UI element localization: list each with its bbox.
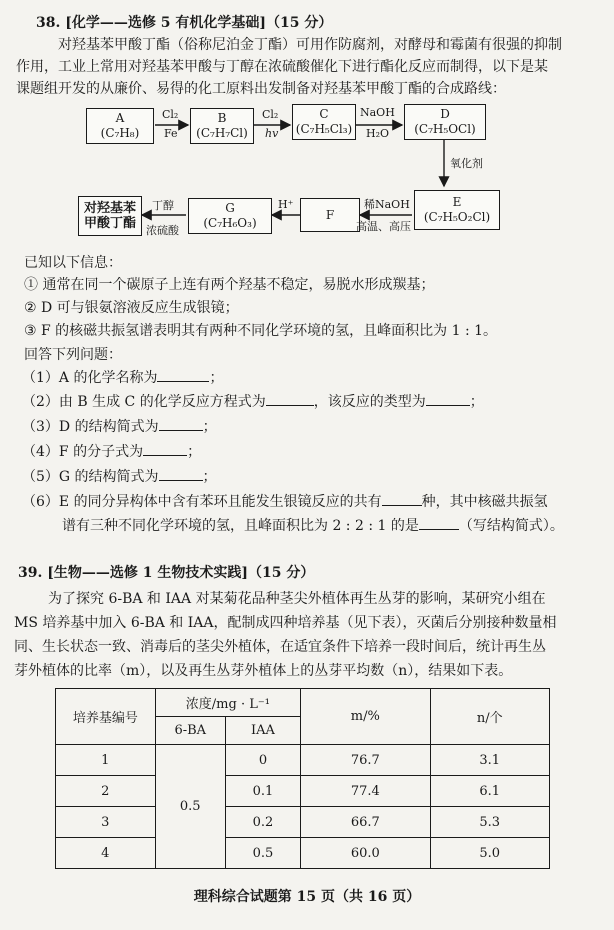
compound-c-formula: (C₇H₅Cl₃) <box>295 122 353 136</box>
cell-6ba: 0.5 <box>155 745 225 869</box>
question-3-end: ； <box>202 419 217 435</box>
question-1-end: ； <box>209 370 224 386</box>
question-2-text-b: ，该反应的类型为 <box>313 394 426 410</box>
compound-b-name: B <box>217 111 227 125</box>
bc-condition: hv <box>265 127 279 140</box>
compound-c-box <box>292 104 356 140</box>
answer-blank-6b[interactable] <box>419 529 459 530</box>
question-6-cont <box>62 515 564 535</box>
answer-blank-2b[interactable] <box>426 405 470 406</box>
cell-m: 60.0 <box>301 838 430 869</box>
compound-c-name: C <box>319 107 329 121</box>
compound-d-box <box>404 104 486 140</box>
compound-d-formula: (C₇H₅OCl) <box>414 122 476 136</box>
cd-solvent: H₂O <box>366 127 390 140</box>
header-iaa: IAA <box>225 717 300 745</box>
q39-line3: 同、生长状态一致、消毒后的茎尖外植体，在适宜条件下培养一段时间后，统计再生丛 <box>14 639 546 655</box>
answer-blank-5[interactable] <box>159 480 203 481</box>
question-5-text: （5）G 的结构简式为 <box>22 469 159 485</box>
compound-e-name: E <box>452 195 462 209</box>
question-2-end: ； <box>469 394 484 410</box>
compound-g-name: G <box>225 201 235 215</box>
cell-n: 5.3 <box>430 807 549 838</box>
answer-blank-6a[interactable] <box>382 505 422 506</box>
header-6ba: 6-BA <box>155 717 225 745</box>
question-1 <box>22 367 223 387</box>
q38-intro-line2: 作用，工业上常用对羟基苯甲酸与丁醇在浓硫酸催化下进行酯化反应而制得，以下是某 <box>16 59 548 75</box>
q38-intro-line1: 对羟基苯甲酸丁酯（俗称尼泊金丁酯）可用作防腐剂，对酵母和霉菌有很强的抑制 <box>58 37 562 53</box>
q39-line1: 为了探究 6-BA 和 IAA 对某菊花品种茎尖外植体再生丛芽的影响，某研究小组在 <box>48 591 546 607</box>
page-footer: 理科综合试题第 15 页（共 16 页） <box>193 889 421 905</box>
cell-iaa: 0.1 <box>225 776 300 807</box>
question-6-text-b: 种，其中核磁共振氢 <box>421 494 548 510</box>
q39-line2: MS 培养基中加入 6-BA 和 IAA，配制成四种培养基（见下表），灭菌后分别接种数量相 <box>14 615 557 631</box>
q39-line4: 芽外植体的比率（m），以及再生丛芽外植体上的丛芽平均数（n），结果如下表。 <box>14 663 513 679</box>
answer-blank-1[interactable] <box>157 381 209 382</box>
q39-header: 39. [生物——选修 1 生物技术实践]（15 分） <box>18 565 315 581</box>
cell-n: 3.1 <box>430 745 549 776</box>
question-6 <box>22 491 548 511</box>
cell-m: 66.7 <box>301 807 430 838</box>
compound-f-name: F <box>325 207 335 222</box>
question-1-text: （1）A 的化学名称为 <box>22 370 158 386</box>
question-3-text: （3）D 的结构简式为 <box>22 419 159 435</box>
product-line1: 对羟基苯 <box>83 201 136 216</box>
question-4-end: ； <box>187 444 202 460</box>
results-table <box>55 688 550 869</box>
info-title: 已知以下信息： <box>24 255 122 271</box>
gp-reagent: 丁醇 <box>152 199 174 212</box>
header-m: m/% <box>301 689 430 745</box>
product-line2: 甲酸丁酯 <box>83 216 136 231</box>
answer-blank-2a[interactable] <box>266 405 314 406</box>
de-reagent: 氧化剂 <box>450 157 483 170</box>
compound-a-formula: (C₇H₈) <box>100 126 140 140</box>
cell-n: 5.0 <box>430 838 549 869</box>
compound-g-formula: (C₇H₆O₃) <box>203 216 257 230</box>
cell-m: 77.4 <box>301 776 430 807</box>
cell-id: 3 <box>56 807 156 838</box>
question-4-text: （4）F 的分子式为 <box>22 444 144 460</box>
question-3 <box>22 416 217 436</box>
cell-m: 76.7 <box>301 745 430 776</box>
product-box <box>78 196 142 236</box>
question-5 <box>22 466 217 486</box>
answer-title: 回答下列问题： <box>24 347 122 363</box>
compound-f-box <box>300 198 360 232</box>
fg-reagent: H⁺ <box>278 198 294 211</box>
question-2 <box>22 391 484 411</box>
table-row <box>56 745 550 776</box>
q38-header: 38. [化学——选修 5 有机化学基础]（15 分） <box>36 15 333 31</box>
cell-iaa: 0.5 <box>225 838 300 869</box>
ef-condition: 高温、高压 <box>356 220 411 233</box>
header-n: n/个 <box>430 689 549 745</box>
cell-iaa: 0 <box>225 745 300 776</box>
answer-blank-3[interactable] <box>159 430 203 431</box>
compound-d-name: D <box>440 107 450 121</box>
question-6-text-a: （6）E 的同分异构体中含有苯环且能发生银镜反应的共有 <box>22 494 382 510</box>
info-item-1: ① 通常在同一个碳原子上连有两个羟基不稳定，易脱水形成羰基； <box>24 277 435 293</box>
compound-g-box <box>188 198 272 234</box>
compound-b-box <box>190 108 254 144</box>
question-6-text-c: 谱有三种不同化学环境的氢，且峰面积比为 2 : 2 : 1 的是 <box>62 518 419 534</box>
compound-a-box <box>86 108 154 144</box>
compound-b-formula: (C₇H₇Cl) <box>196 126 248 140</box>
ef-reagent: 稀NaOH <box>364 198 410 211</box>
q38-intro-line3: 课题组开发的从廉价、易得的化工原料出发制备对羟基苯甲酸丁酯的合成路线： <box>16 81 506 97</box>
question-6-text-d: （写结构简式）。 <box>458 518 564 534</box>
cell-n: 6.1 <box>430 776 549 807</box>
table-row <box>56 807 550 838</box>
ab-catalyst: Fe <box>164 127 178 140</box>
table-row <box>56 838 550 869</box>
gp-catalyst: 浓硫酸 <box>146 224 179 237</box>
compound-e-box <box>414 190 500 230</box>
ab-reagent: Cl₂ <box>162 108 179 121</box>
bc-reagent: Cl₂ <box>262 108 279 121</box>
cd-reagent: NaOH <box>360 106 395 119</box>
header-medium-id: 培养基编号 <box>56 689 156 745</box>
cell-id: 4 <box>56 838 156 869</box>
compound-a-name: A <box>115 111 125 125</box>
compound-e-formula: (C₇H₅O₂Cl) <box>423 210 491 224</box>
info-item-2: ② D 可与银氨溶液反应生成银镜； <box>24 300 239 316</box>
cell-id: 2 <box>56 776 156 807</box>
question-2-text-a: （2）由 B 生成 C 的化学反应方程式为 <box>22 394 266 410</box>
question-4 <box>22 441 201 461</box>
cell-iaa: 0.2 <box>225 807 300 838</box>
answer-blank-4[interactable] <box>143 455 187 456</box>
table-row <box>56 776 550 807</box>
header-concentration: 浓度/mg · L⁻¹ <box>155 689 300 717</box>
cell-id: 1 <box>56 745 156 776</box>
info-item-3: ③ F 的核磁共振氢谱表明其有两种不同化学环境的氢，且峰面积比为 1 : 1。 <box>24 323 498 339</box>
question-5-end: ； <box>202 469 217 485</box>
